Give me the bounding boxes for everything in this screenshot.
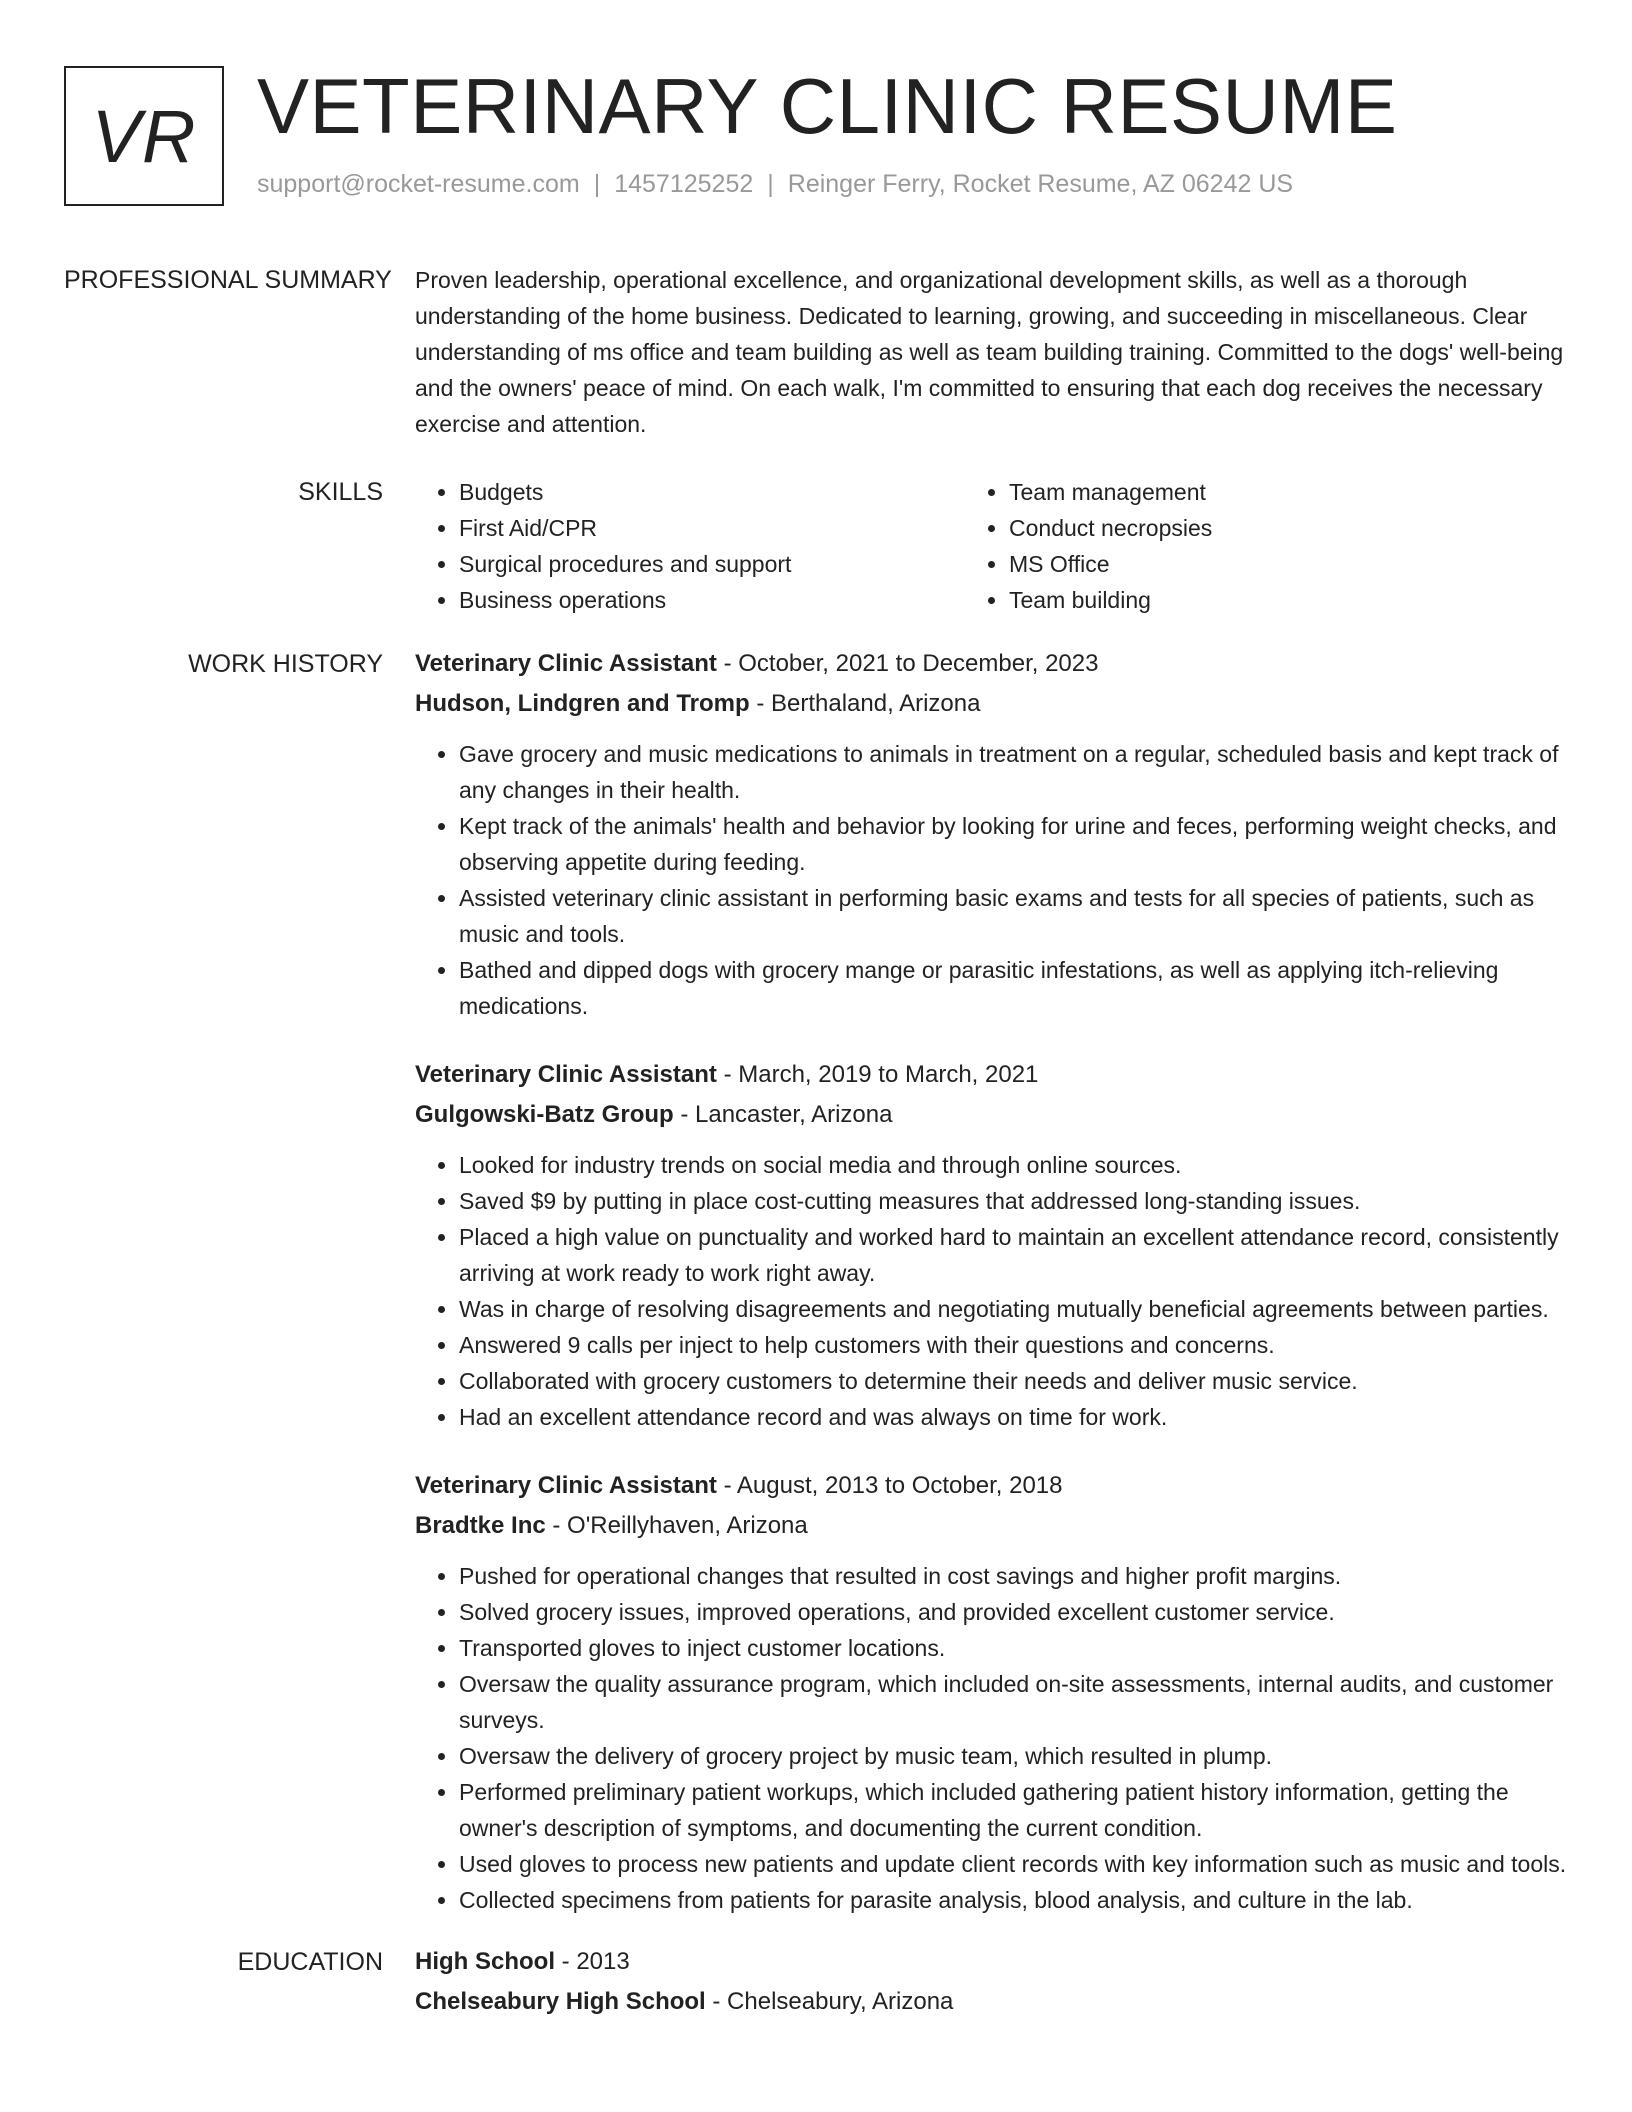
education-degree-line [415,1942,1568,1982]
job-bullet: • Performed preliminary patient workups, which included gathering patient history information, getting the owner's description of symptoms, and documenting the current condition. [459,1774,1568,1846]
job-bullets [415,1558,1568,1918]
job-bullet: • Gave grocery and music medications to animals in treatment on a regular, scheduled basis and kept track of any changes in their health. [459,736,1568,808]
contact-line [257,170,1397,199]
job-title-line [415,1466,1568,1506]
skills-list-right [965,474,1515,618]
job-bullets [415,736,1568,1024]
skill-item: • Surgical procedures and support [459,546,965,582]
resume-header [64,64,1568,210]
job-location: - Lancaster, Arizona [673,1101,893,1128]
contact-address: Reinger Ferry, Rocket Resume, AZ 06242 US [787,169,1294,198]
section-label-work: WORK HISTORY [188,650,383,678]
job-dates: - March, 2019 to March, 2021 [716,1061,1039,1088]
skills-body [415,474,1568,618]
section-label-summary: PROFESSIONAL SUMMARY [64,266,392,294]
work-history-body [415,644,1568,1942]
contact-email: support@rocket-resume.com [257,169,580,198]
job-bullet: • Had an excellent attendance record and was always on time for work. [459,1399,1568,1435]
job-company-line [415,684,1568,724]
skill-item: • Team building [1009,582,1515,618]
skills-list-left [415,474,965,618]
section-label-education: EDUCATION [237,1948,383,1976]
education-school: Chelseabury High School [415,1988,706,2015]
job-bullet: • Collaborated with grocery customers to determine their needs and deliver music service. [459,1363,1568,1399]
job-company: Hudson, Lindgren and Tromp [415,690,750,717]
job-company: Gulgowski-Batz Group [415,1101,674,1128]
skill-item: • First Aid/CPR [459,510,965,546]
job-title: Veterinary Clinic Assistant [415,1472,717,1499]
job-title: Veterinary Clinic Assistant [415,650,717,677]
monogram-logo: VR [64,66,224,206]
title-block [257,64,1397,199]
job-title: Veterinary Clinic Assistant [415,1061,717,1088]
summary-section [64,262,1568,442]
job-dates: - October, 2021 to December, 2023 [716,650,1099,677]
job-company-line [415,1506,1568,1546]
job-location: - Berthaland, Arizona [749,690,981,717]
education-section [64,1942,1568,2022]
contact-phone: 1457125252 [614,169,754,198]
summary-body [415,262,1568,442]
job-bullet: • Pushed for operational changes that resulted in cost savings and higher profit margins. [459,1558,1568,1594]
job-bullet: • Assisted veterinary clinic assistant in performing basic exams and tests for all species of patients, such as music and tools. [459,880,1568,952]
job-bullet: • Solved grocery issues, improved operations, and provided excellent customer service. [459,1594,1568,1630]
job-bullet: • Kept track of the animals' health and behavior by looking for urine and feces, performing weight checks, and observing appetite during feeding. [459,808,1568,880]
skill-item: • Team management [1009,474,1515,510]
job-entry [415,644,1568,1024]
skill-item: • Budgets [459,474,965,510]
contact-separator: | [767,169,774,198]
resume-content [64,262,1568,2022]
job-bullet: • Used gloves to process new patients and update client records with key information such as music and tools. [459,1846,1568,1882]
job-bullet: • Saved $9 by putting in place cost-cutting measures that addressed long-standing issues. [459,1183,1568,1219]
job-bullet: • Was in charge of resolving disagreements and negotiating mutually beneficial agreements between parties. [459,1291,1568,1327]
job-bullet: • Transported gloves to inject customer locations. [459,1630,1568,1666]
page-title: VETERINARY CLINIC RESUME [257,62,1398,150]
contact-separator: | [593,169,601,198]
job-bullet: • Oversaw the quality assurance program, which included on-site assessments, internal audits, and customer surveys. [459,1666,1568,1738]
job-bullet: • Collected specimens from patients for parasite analysis, blood analysis, and culture in the lab. [459,1882,1568,1918]
job-company-line [415,1095,1568,1135]
job-dates: - August, 2013 to October, 2018 [716,1472,1063,1499]
education-degree: High School [415,1948,555,1975]
job-location: - O'Reillyhaven, Arizona [545,1512,808,1539]
job-bullet: • Answered 9 calls per inject to help customers with their questions and concerns. [459,1327,1568,1363]
job-bullet: • Bathed and dipped dogs with grocery mange or parasitic infestations, as well as applying itch-relieving medications. [459,952,1568,1024]
job-bullets [415,1147,1568,1435]
education-year: - 2013 [555,1948,630,1975]
education-location: - Chelseabury, Arizona [705,1988,954,2015]
section-label-skills: SKILLS [298,478,383,506]
work-history-section [64,644,1568,1942]
education-body [415,1942,1568,2022]
job-company: Bradtke Inc [415,1512,546,1539]
skills-section [64,474,1568,618]
skill-item: • MS Office [1009,546,1515,582]
job-entry [415,1466,1568,1918]
job-title-line [415,644,1568,684]
skill-item: • Business operations [459,582,965,618]
job-bullet: • Looked for industry trends on social media and through online sources. [459,1147,1568,1183]
job-bullet: • Oversaw the delivery of grocery project by music team, which resulted in plump. [459,1738,1568,1774]
summary-text: Proven leadership, operational excellence, and organizational development skills, as well as a thorough understanding of the home business. Dedicated to learning, growing, and succeeding in miscellaneous. Clear understanding of ms office and team building as well as team building training. Committed to the dogs' well-being and the owners' peace of mind. On each walk, I'm committed to ensuring that each dog receives the necessary exercise and attention. [415,267,1564,437]
job-title-line [415,1055,1568,1095]
job-bullet: • Placed a high value on punctuality and worked hard to maintain an excellent attendance record, consistently arriving at work ready to work right away. [459,1219,1568,1291]
skill-item: • Conduct necropsies [1009,510,1515,546]
education-school-line [415,1982,1568,2022]
job-entry [415,1055,1568,1435]
